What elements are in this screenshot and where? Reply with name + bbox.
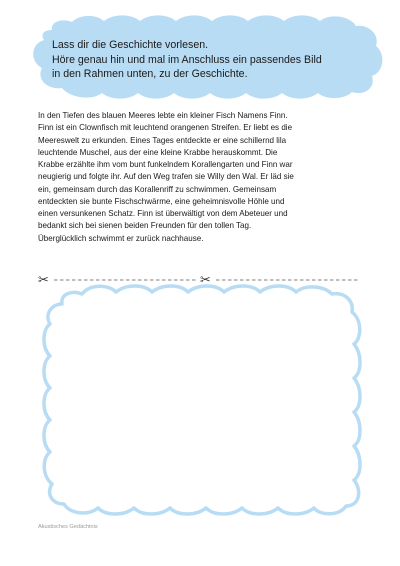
story-line: Krabbe erzählte ihm vom bunt funkelndem Korallengarten und Finn war — [38, 160, 293, 169]
footer-label: Akustisches Gedächtnis — [38, 524, 98, 530]
story-line: neugierig und folgte ihr. Auf den Weg trafen sie Willy den Wal. Er läd sie — [38, 172, 294, 182]
scissors-icon: ✂ — [38, 273, 49, 288]
story-line: In den Tiefen des blauen Meeres lebte ein kleiner Fisch Namens Finn. — [38, 111, 288, 120]
scissors-icon: ✂ — [200, 273, 211, 288]
story-line: ein, gemeinsam durch das Korallenriff zu schwimmen. Gemeinsam — [38, 184, 277, 194]
story-line: Finn ist ein Clownfisch mit leuchtend orangenen Streifen. Er liebt es die — [38, 123, 293, 133]
story-line: Überglücklich schwimmt er zurück nachhause. — [38, 233, 204, 243]
instruction-line: in den Rahmen unten, zu der Geschichte. — [52, 68, 248, 80]
story-line: einen versunkenen Schatz. Finn ist überwältigt von dem Abeteuer und — [38, 209, 288, 218]
story-line: bedankt sich bei sienen beiden Freunden für den tollen Tag. — [38, 221, 252, 231]
story-line: Meereswelt zu erkunden. Eines Tages entdeckte er eine schillernd lila — [38, 135, 287, 145]
instruction-line: Höre genau hin und mal im Anschluss ein passendes Bild — [52, 53, 322, 66]
story-line: entdeckten sie bunte Fischschwärme, eine geheimnisvolle Höhle und — [38, 196, 285, 206]
instruction-line: Lass dir die Geschichte vorlesen. — [52, 39, 209, 51]
story-line: leuchtende Muschel, aus der eine kleine Krabbe herauskommt. Die — [38, 147, 278, 157]
frame-border — [44, 286, 360, 514]
